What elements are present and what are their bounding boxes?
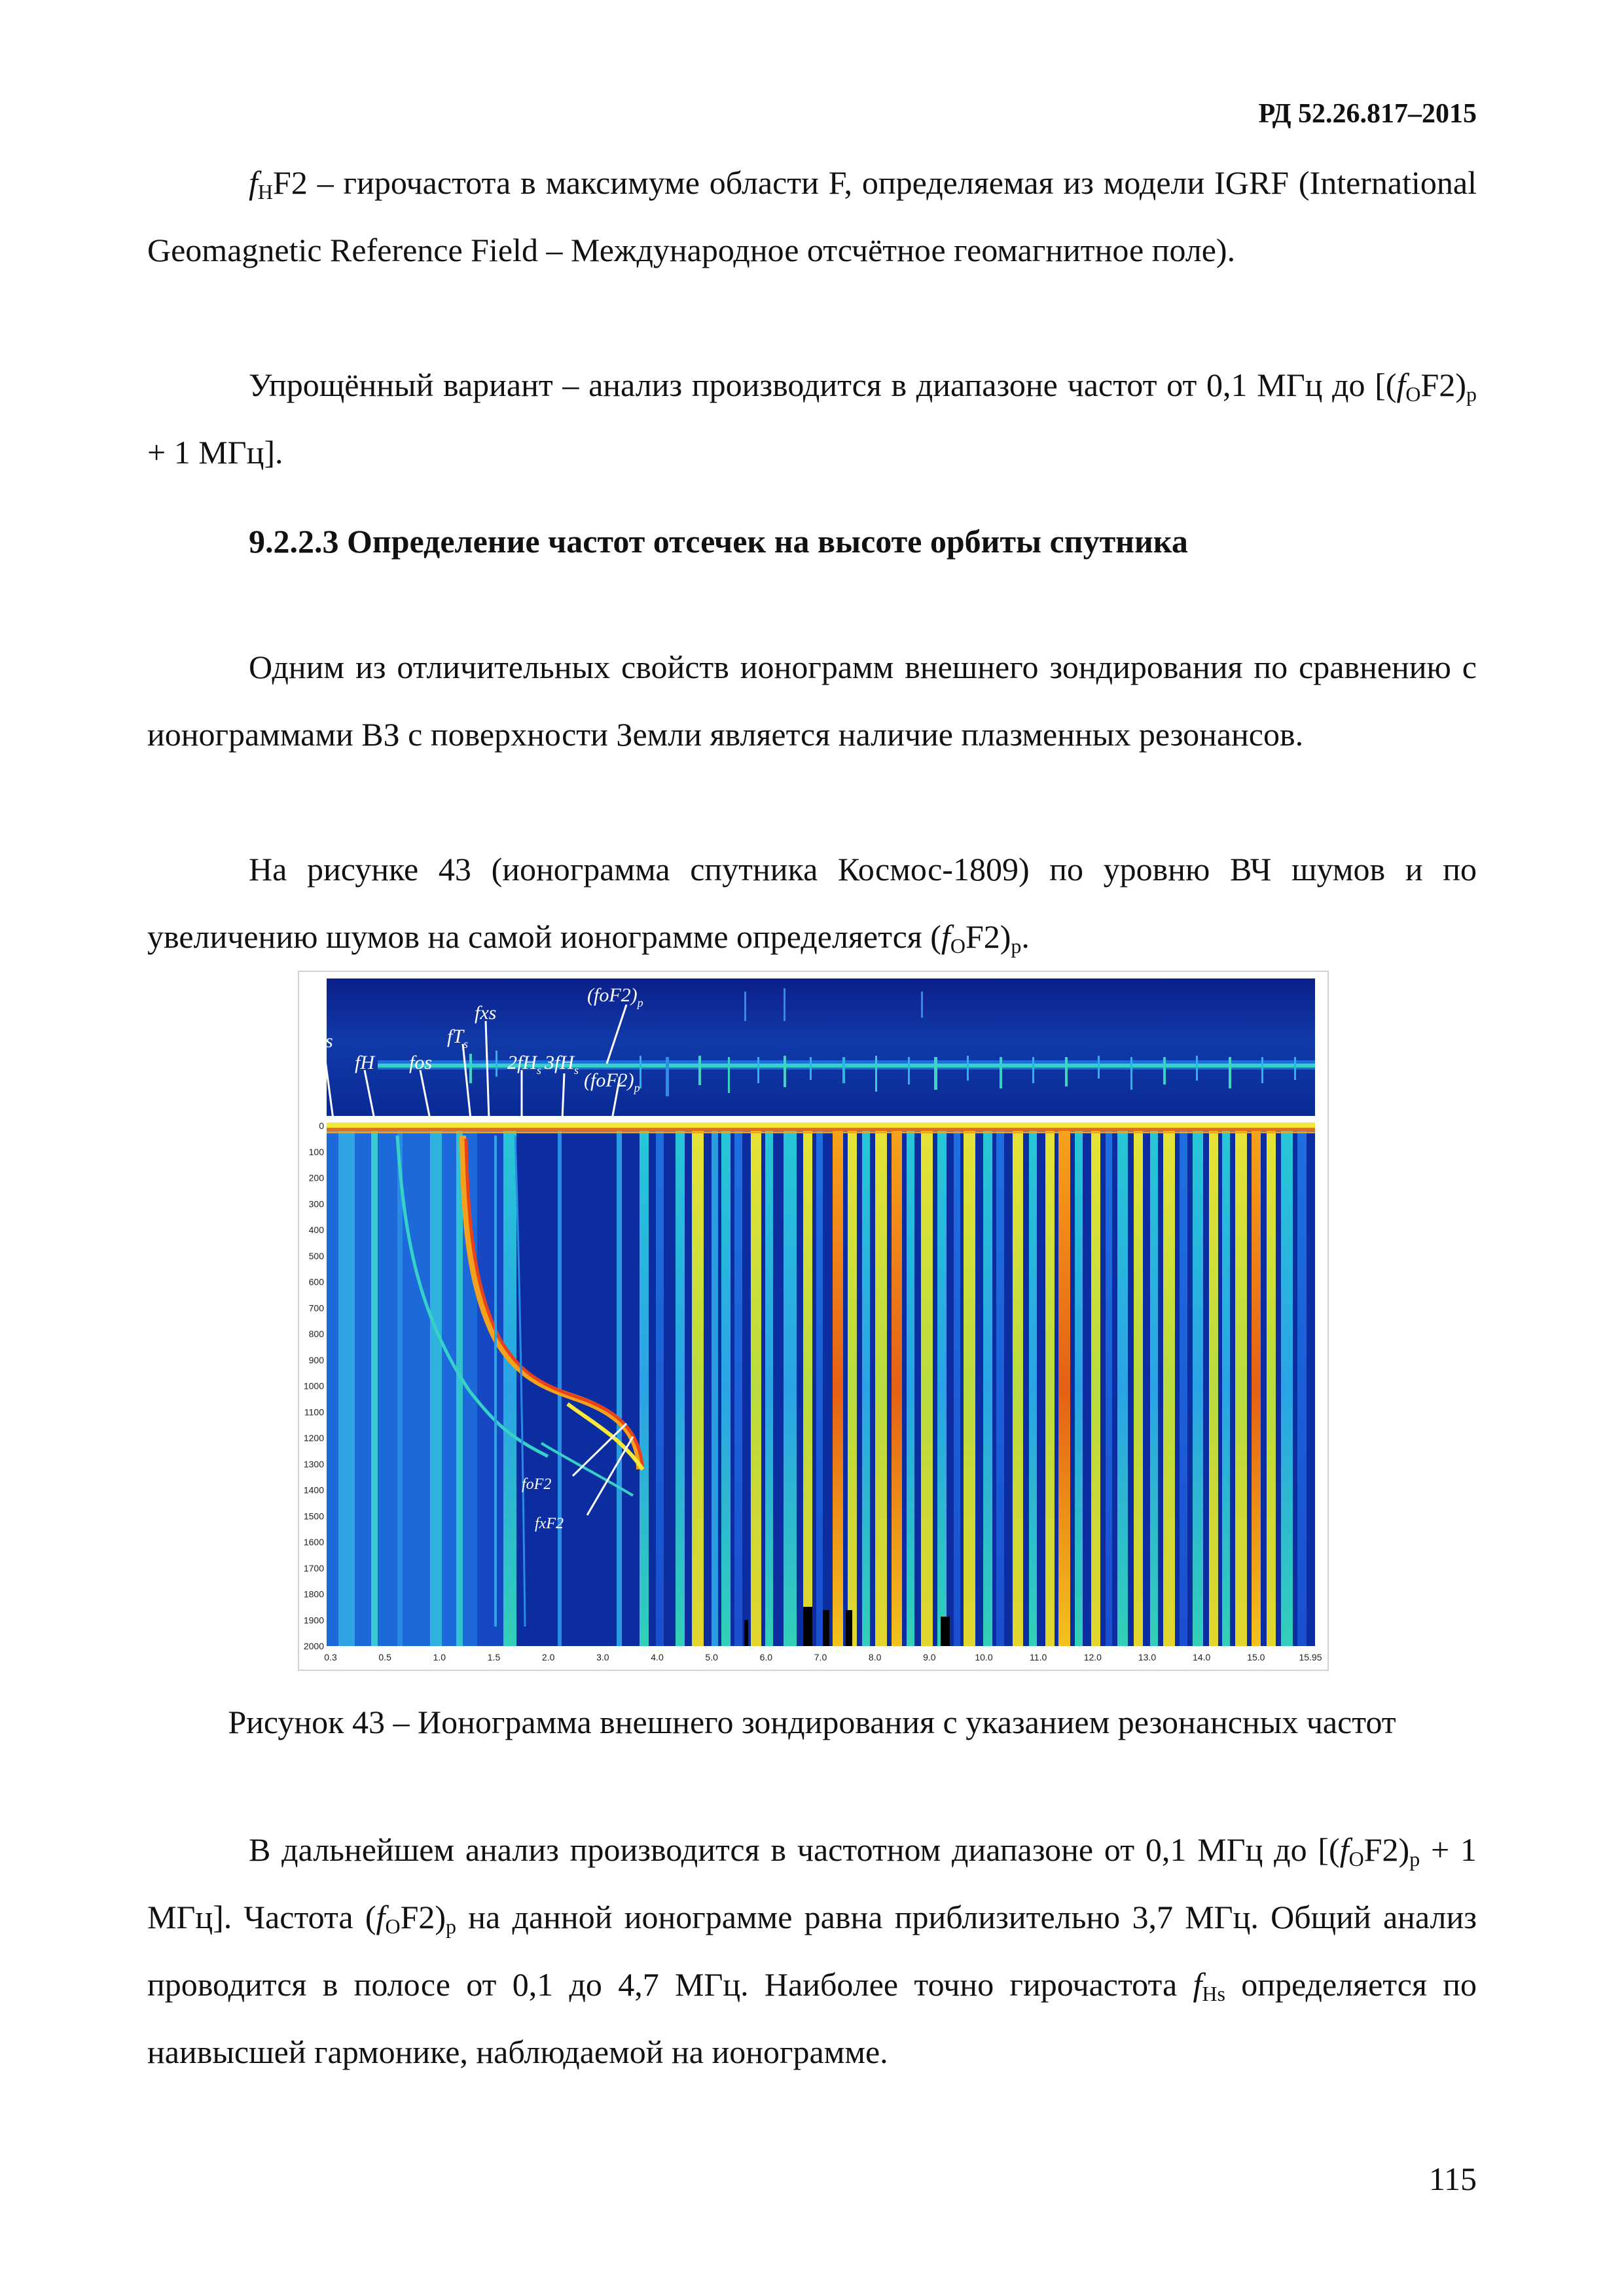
label-fzs: fzs: [312, 1030, 333, 1052]
x-tick-label: 15.0: [1247, 1652, 1265, 1662]
page-number: 115: [1428, 2161, 1477, 2197]
label-fof2p-top: $(foF2)_p$: [587, 984, 643, 1009]
x-tick-label: 9.0: [923, 1652, 936, 1662]
y-tick-label: 500: [308, 1250, 324, 1261]
y-tick-label: 2000: [303, 1641, 324, 1651]
x-tick-label: 5.0: [705, 1652, 718, 1662]
x-tick-label: 7.0: [814, 1652, 827, 1662]
ionogram-figure: [298, 971, 1329, 1671]
y-tick-label: 1000: [303, 1380, 324, 1391]
y-tick-label: 1100: [304, 1407, 324, 1418]
x-tick-label: 12.0: [1083, 1652, 1102, 1662]
subscript: O: [1348, 1847, 1364, 1871]
x-tick-label: 3.0: [596, 1652, 609, 1662]
label-ft: $fT_s$: [447, 1026, 469, 1050]
noise-strip: [327, 978, 1315, 1116]
y-tick-label: 1800: [303, 1588, 324, 1600]
y-axis-ticks: [304, 1121, 324, 1651]
label-3fh: $3fH_s$: [545, 1052, 579, 1077]
subscript: Hs: [1202, 1982, 1225, 2005]
paragraph-analysis-range: [147, 1816, 1477, 2086]
x-axis-ticks: [324, 1652, 1322, 1662]
paragraph-text: + 1 МГц]. Частота (: [147, 1831, 1477, 1935]
x-tick-label: 14.0: [1193, 1652, 1211, 1662]
paragraph-text: Упрощённый вариант – анализ производится в диапазоне частот от 0,1 МГц до [(: [249, 367, 1397, 403]
section-heading: 9.2.2.3 Определение частот отсечек на высоте орбиты спутника: [249, 523, 1188, 560]
subscript: O: [1405, 382, 1421, 406]
paragraph-text: F2): [400, 1899, 446, 1935]
x-tick-label: 1.5: [487, 1652, 501, 1662]
subscript: O: [950, 934, 965, 958]
label-2fh: $2fH_s$: [507, 1052, 542, 1077]
subscript: р: [1409, 1847, 1420, 1871]
y-tick-label: 0: [319, 1121, 324, 1131]
label-fxf2: fxF2: [535, 1515, 564, 1532]
paragraph-text: F2): [965, 918, 1011, 955]
x-tick-label: 4.0: [651, 1652, 664, 1662]
label-fof2p-mid: $(foF2)_p$: [584, 1069, 640, 1094]
x-tick-label: 0.5: [378, 1652, 391, 1662]
y-tick-label: 700: [308, 1302, 324, 1314]
figure-caption: Рисунок 43 – Ионограмма внешнего зондирования с указанием резонансных частот: [228, 1704, 1396, 1740]
paragraph-simplified-variant: [147, 351, 1477, 486]
subscript: р: [1011, 934, 1022, 958]
paragraph-text: На рисунке 43 (ионограмма спутника Космос-1809) по уровню ВЧ шумов и по увеличению шумов на самой ионограмме определяется (: [147, 851, 1477, 955]
x-tick-label: 2.0: [541, 1652, 555, 1662]
italic-f: f: [376, 1899, 386, 1935]
x-tick-label: 8.0: [868, 1652, 882, 1662]
y-tick-label: 1300: [303, 1458, 324, 1469]
y-tick-label: 400: [308, 1225, 324, 1235]
y-tick-label: 900: [308, 1354, 324, 1365]
paragraph-text: определяется по наивысшей гармонике, наблюдаемой на ионограмме.: [147, 1966, 1477, 2070]
paragraph-figure-reference: [147, 836, 1477, 971]
x-tick-label: 10.0: [975, 1652, 993, 1662]
y-tick-label: 1700: [303, 1562, 324, 1573]
paragraph-plasma-resonances: [147, 634, 1477, 768]
x-tick-label: 0.3: [324, 1652, 337, 1662]
subscript: O: [385, 1914, 401, 1938]
y-tick-label: 1400: [303, 1484, 324, 1496]
paragraph-text: + 1 МГц].: [147, 434, 283, 471]
y-tick-label: 600: [308, 1276, 324, 1287]
x-tick-label: 15.95: [1299, 1652, 1322, 1662]
y-tick-label: 1200: [303, 1433, 324, 1443]
italic-f: f: [1339, 1831, 1349, 1868]
y-tick-label: 100: [308, 1146, 324, 1157]
y-tick-label: 300: [308, 1198, 324, 1210]
paragraph-text: .: [1021, 918, 1030, 955]
x-tick-label: 11.0: [1030, 1652, 1047, 1662]
label-fh: fH: [355, 1052, 374, 1073]
italic-f: f: [1396, 367, 1406, 403]
paragraph-text: на данной ионограмме равна приблизительно 3,7 МГц. Общий анализ проводится в полосе от 0,1 до 4,7 МГц. Наиболее точно гирочастота: [147, 1899, 1477, 2003]
document-id-header: РД 52.26.817–2015: [1258, 99, 1477, 129]
label-fos: fos: [409, 1052, 433, 1073]
paragraph-fhf2-definition: [147, 149, 1477, 284]
paragraph-text: Одним из отличительных свойств ионограмм внешнего зондирования по сравнению с ионограммами ВЗ с поверхности Земли является наличие плазменных резонансов.: [147, 649, 1477, 753]
y-tick-label: 1900: [303, 1615, 324, 1626]
italic-f: f: [249, 164, 258, 201]
subscript: H: [257, 180, 274, 204]
label-fxs: fxs: [475, 1002, 497, 1024]
paragraph-text: F2 – гирочастота в максимуме области F, определяемая из модели IGRF (International Geomagnetic Reference Field – Международное отсчётное геомагнитное поле).: [147, 164, 1477, 268]
paragraph-text: F2): [1363, 1831, 1410, 1868]
y-tick-label: 1500: [303, 1511, 324, 1522]
italic-f: f: [1193, 1966, 1202, 2003]
paragraph-text: F2): [1420, 367, 1466, 403]
ionogram-image: [299, 972, 1327, 1670]
subscript: р: [1466, 382, 1477, 406]
subscript: р: [446, 1914, 457, 1938]
x-tick-label: 13.0: [1138, 1652, 1157, 1662]
paragraph-text: В дальнейшем анализ производится в частотном диапазоне от 0,1 МГц до [(: [249, 1831, 1340, 1868]
x-tick-label: 1.0: [433, 1652, 446, 1662]
x-tick-label: 6.0: [759, 1652, 773, 1662]
label-fof2: foF2: [522, 1476, 552, 1493]
y-tick-label: 200: [308, 1172, 324, 1183]
italic-f: f: [941, 918, 950, 955]
y-tick-label: 1600: [303, 1537, 324, 1547]
y-tick-label: 800: [308, 1329, 324, 1339]
